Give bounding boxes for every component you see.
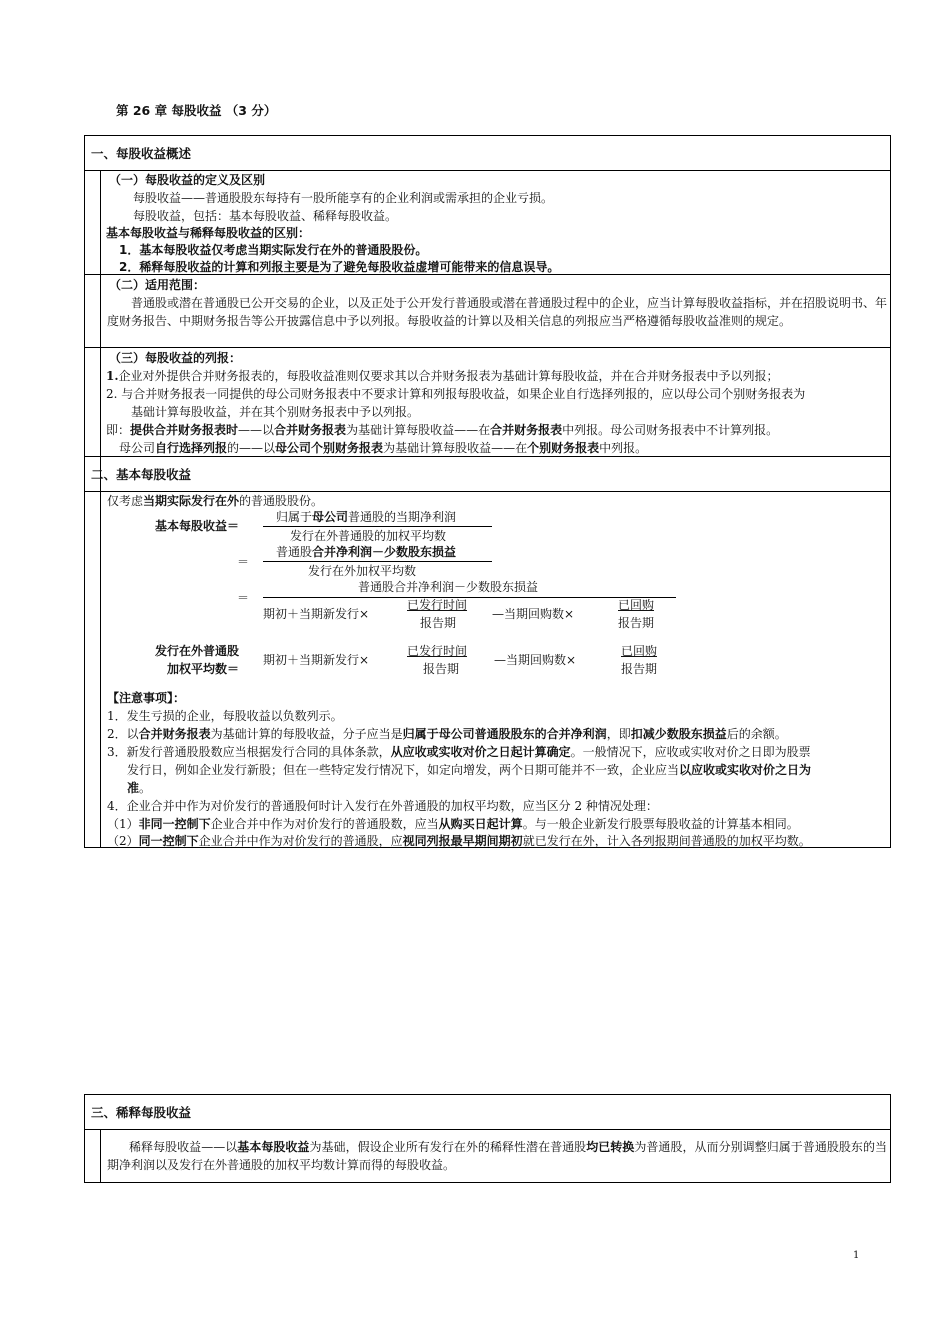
weighted-average-fraction-2-denominator: 报告期 [621,662,658,676]
weighted-average-label: 发行在外普通股 [155,644,240,658]
section-3-heading: 三、稀释每股收益 [85,1095,890,1130]
formula-3-fraction-2-numerator: 已回购 [618,598,655,612]
notes-title: 【注意事项】： [107,691,186,705]
scope-title: （二）适用范围： [109,278,206,292]
difference-title: 基本每股收益与稀释每股收益的区别： [106,226,311,240]
weighted-average-term-1: 期初＋当期新发行× [263,653,370,667]
formula-3-term-2: —当期回购数× [492,607,575,621]
page-number: 1 [853,1250,860,1261]
difference-item-2: 2．稀释每股收益的计算和列报主要是为了避免每股收益虚增可能带来的信息误导。 [119,260,560,274]
diluted-eps-text: 稀释每股收益——以基本每股收益为基础，假设企业所有发行在外的稀释性潜在普通股均已转换为普通股，从而分别调整归属于普通股股东的当期净利润以及发行在外普通股的加权平均数计算而得的每股收益。 [107,1140,887,1172]
weighted-average-label-2: 加权平均数＝ [167,662,240,676]
basic-eps-block [85,492,890,848]
note-4-case-1: （1）非同一控制下企业合并中作为对价发行的普通股数，应当从购买日起计算。与一般企业新发行股票每股收益的计算基本相同。 [107,817,799,831]
note-4-case-2: （2）同一控制下企业合并中作为对价发行的普通股，应视同列报最早期间期初就已发行在外，计入各列报期间普通股的加权平均数。 [107,834,811,848]
basic-eps-intro: 仅考虑当期实际发行在外的普通股股份。 [107,494,324,508]
difference-item-1: 1．基本每股收益仅考虑当期实际发行在外的普通股股份。 [119,243,428,257]
equals-sign-2: ＝ [237,555,250,569]
formula-3-fraction-1-numerator: 已发行时间 [407,598,468,612]
fraction-bar-3 [263,597,676,598]
reporting-item-2: 2. 与合并财务报表一同提供的母公司财务报表中不要求计算和列报每股收益，如果企业自行选择列报的，应以母公司个别财务报表为 [106,387,806,401]
formula-3-fraction-1-denominator: 报告期 [420,616,457,630]
scope-block [85,275,890,348]
note-1: 1．发生亏损的企业，每股收益以负数列示。 [107,709,343,723]
formula-2-denominator: 发行在外加权平均数 [308,564,417,578]
definition-line-2: 每股收益，包括：基本每股收益、稀释每股收益。 [133,209,398,223]
reporting-summary-1: 即：提供合并财务报表时——以合并财务报表为基础计算每股收益——在合并财务报表中列报。母公司财务报表中不计算列报。 [106,423,779,437]
definition-line-1: 每股收益——普通股股东每持有一股所能享有的企业利润或需承担的企业亏损。 [133,191,554,205]
weighted-average-term-2: —当期回购数× [494,653,577,667]
reporting-block [85,348,890,457]
weighted-average-fraction-2-numerator: 已回购 [621,644,658,658]
note-3-end: 准。 [127,781,152,795]
chapter-title: 第 26 章 每股收益 （3 分） [116,103,277,118]
definition-title: （一）每股收益的定义及区别 [109,173,266,187]
diluted-eps-block [85,1130,890,1183]
formula-1-denominator: 发行在外普通股的加权平均数 [290,529,447,543]
note-4: 4．企业合并中作为对价发行的普通股何时计入发行在外普通股的加权平均数，应当区分 2 种情况处理： [107,799,658,813]
formula-3-term-1: 期初＋当期新发行× [263,607,370,621]
formula-1-numerator: 归属于母公司普通股的当期净利润 [276,510,457,524]
formula-label-basic-eps: 基本每股收益＝ [155,519,240,533]
formula-3-fraction-2-denominator: 报告期 [618,616,655,630]
reporting-item-2-cont: 基础计算每股收益，并在其个别财务报表中予以列报。 [131,405,420,419]
formula-2-numerator: 普通股合并净利润－少数股东损益 [276,545,457,559]
weighted-average-fraction-1-numerator: 已发行时间 [407,644,468,658]
note-3: 3．新发行普通股股数应当根据发行合同的具体条款，从应收或实收对价之日起计算确定。一般情况下，应收或实收对价之日即为股票 [107,745,811,759]
diluted-eps-table [84,1094,891,1183]
reporting-summary-2: 母公司自行选择列报的——以母公司个别财务报表为基础计算每股收益——在个别财务报表中列报。 [119,441,648,455]
section-2-heading: 二、基本每股收益 [85,457,890,492]
note-3-cont: 发行日，例如企业发行新股；但在一些特定发行情况下，如定向增发，两个日期可能并不一致，企业应当以应收或实收对价之日为 [127,763,812,777]
reporting-item-1: 1.企业对外提供合并财务报表的，每股收益准则仅要求其以合并财务报表为基础计算每股收益，并在合并财务报表中予以列报； [106,369,779,383]
weighted-average-fraction-1-denominator: 报告期 [423,662,460,676]
reporting-title: （三）每股收益的列报： [109,351,242,365]
equals-sign-3: ＝ [237,591,250,605]
definition-block [85,171,890,275]
note-2: 2．以合并财务报表为基础计算的每股收益，分子应当是归属于母公司普通股股东的合并净利润，即扣减少数股东损益后的余额。 [107,727,787,741]
summary-table [84,135,891,848]
scope-text: 普通股或潜在普通股已公开交易的企业，以及正处于公开发行普通股或潜在普通股过程中的企业，应当计算每股收益指标，并在招股说明书、年度财务报告、中期财务报告等公开披露信息中予以列报。每股收益的计算以及相关信息的列报应当严格遵循每股收益准则的规定。 [107,296,888,328]
formula-3-numerator: 普通股合并净利润－少数股东损益 [358,580,539,594]
section-1-heading: 一、每股收益概述 [85,136,890,171]
